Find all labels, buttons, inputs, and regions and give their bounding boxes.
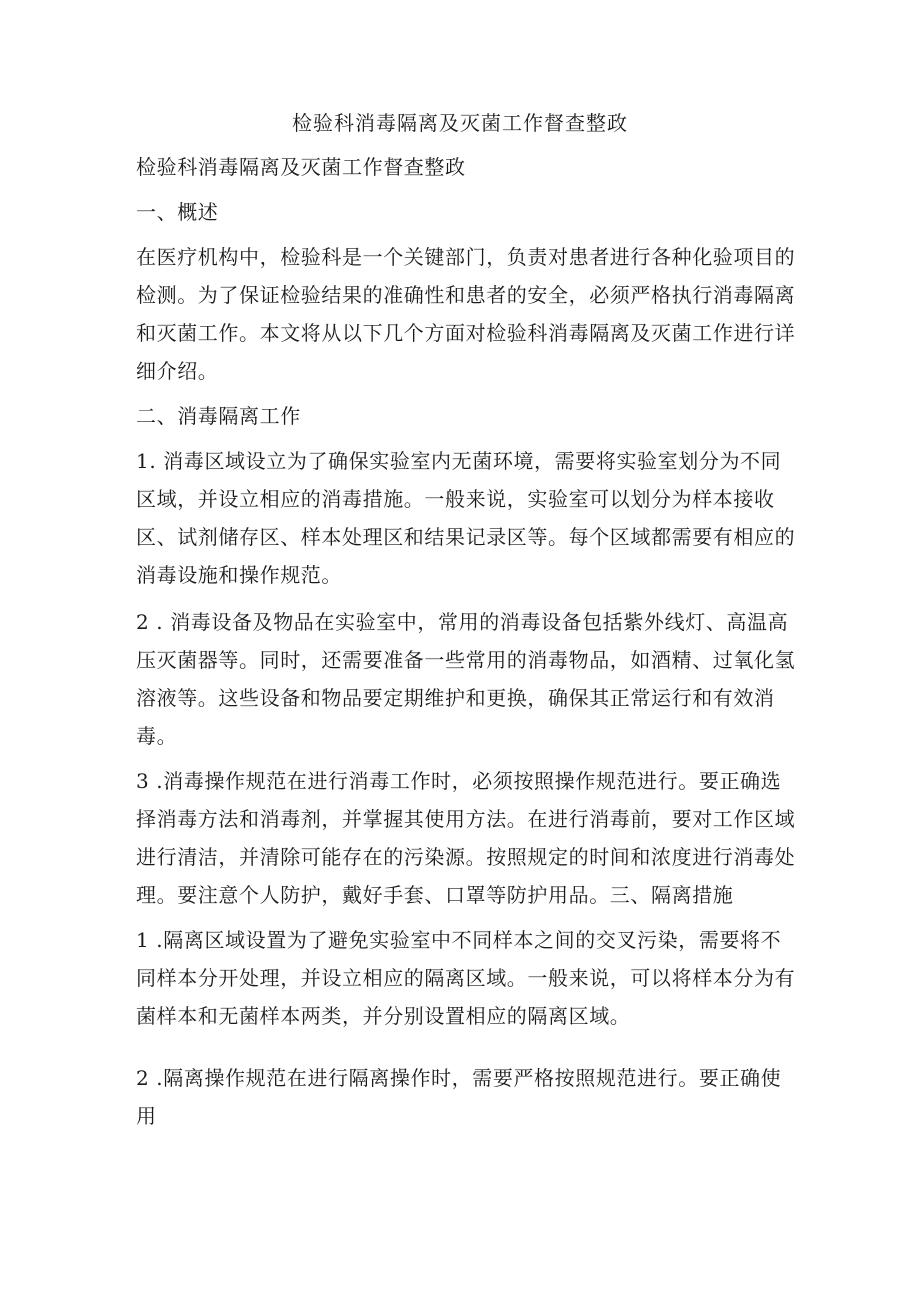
paragraph-isolation-2: 2 .隔离操作规范在进行隔离操作时，需要严格按照规范进行。要正确使用 xyxy=(136,1066,782,1128)
section-heading-overview: 一、概述 xyxy=(136,200,219,224)
paragraph-item-2: 2 . 消毒设备及物品在实验室中，常用的消毒设备包括紫外线灯、高温高压灭菌器等。同时，还需要准备一些常用的消毒物品，如酒精、过氧化氢溶液等。这些设备和物品要定期维护和更换，确保其正常运行和有效消毒。 xyxy=(136,610,796,748)
paragraph-isolation-1: 1 .隔离区域设置为了避免实验室中不同样本之间的交叉污染，需要将不同样本分开处理，并设立相应的隔离区域。一般来说，可以将样本分为有菌样本和无菌样本两类，并分别设置相应的隔离区域。 xyxy=(136,928,796,1028)
paragraph-item-3: 3 .消毒操作规范在进行消毒工作时，必须按照操作规范进行。要正确选择消毒方法和消毒剂，并掌握其使用方法。在进行消毒前，要对工作区域进行清洁，并清除可能存在的污染源。按照规定的时间和浓度进行消毒处理。要注意个人防护，戴好手套、口罩等防护用品。三、隔离措施 xyxy=(136,769,796,907)
paragraph-overview: 在医疗机构中，检验科是一个关键部门，负责对患者进行各种化验项目的检测。为了保证检验结果的准确性和患者的安全，必须严格执行消毒隔离和灭菌工作。本文将从以下几个方面对检验科消毒隔离及灭菌工作进行详细介绍。 xyxy=(136,245,796,383)
subtitle-paragraph: 检验科消毒隔离及灭菌工作督查整政 xyxy=(136,155,466,179)
paragraph-item-1: 1. 消毒区域设立为了确保实验室内无菌环境，需要将实验室划分为不同区域，并设立相应的消毒措施。一般来说，实验室可以划分为样本接收区、试剂储存区、样本处理区和结果记录区等。每个区域都需要有相应的消毒设施和操作规范。 xyxy=(136,449,796,587)
document-body xyxy=(136,148,796,1142)
section-heading-disinfection: 二、消毒隔离工作 xyxy=(136,404,301,428)
document-title: 检验科消毒隔离及灭菌工作督查整政 xyxy=(292,111,628,135)
